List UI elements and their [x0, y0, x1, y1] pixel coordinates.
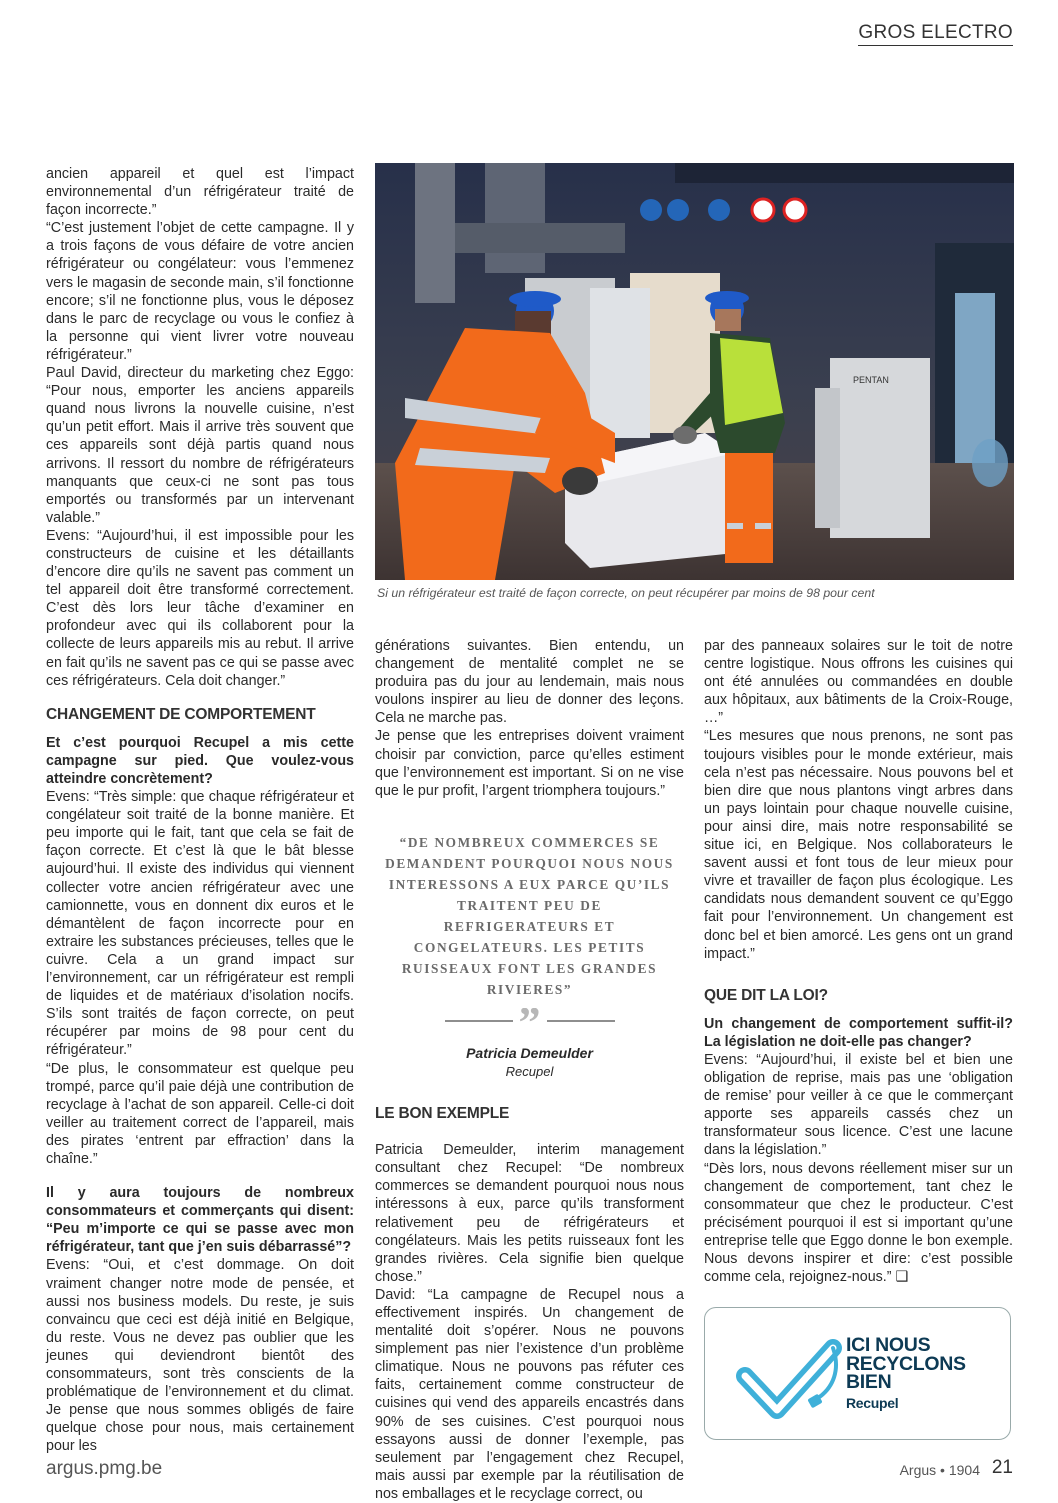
paragraph: “Dès lors, nous devons réellement miser sur un changement de comportement, tant chez le consommateur que chez le producteur. C’est précisément pourquoi il est si important qu’une entreprise telle que Eggo donne le bon exemple. Nous devons inspirer et dire: c’est possible comme cela, rejoignez-nous.” ❑	[704, 1160, 1013, 1286]
footer-website: argus.pmg.be	[46, 1458, 163, 1479]
footer-magazine-issue: Argus • 1904	[899, 1462, 980, 1478]
pull-quote-text: “DE NOMBREUX COMMERCES SE DEMANDENT POURQUOI NOUS NOUS INTERESSONS A EUX PARCE QU’ILS TRAITENT PEU DE REFRIGERATEURS ET CONGELATEURS. LES PETITS RUISSEAUX FONT LES GRANDES RIVIERES”	[385, 834, 674, 997]
paragraph: ancien appareil et quel est l’impact environnemental d’un réfrigérateur traité de façon incorrecte.”	[46, 166, 354, 219]
quote-mark-icon: ”	[518, 1007, 541, 1034]
divider	[445, 1020, 513, 1022]
article-photo	[375, 163, 1014, 580]
interview-question: Il y aura toujours de nombreux consommateurs et commerçants qui disent: “Peu m’importe ce qui se passe avec mon réfrigérateur, tant que j’en suis débarrassé”?	[46, 1185, 354, 1256]
paragraph: Je pense que les entreprises doivent vraiment choisir par conviction, parce qu’elles estiment que l’environnement est important. Si on ne vise que le pur profit, l’argent triomphera toujours.”	[375, 728, 684, 799]
paragraph: Evens: “Aujourd’hui, il est impossible pour les constructeurs de cuisine et les détaillants d’encore dire qu’ils ne savent pas comment un tel appareil doit être transformé correctement. C’est dès lors leur tâche d’examiner en profondeur avec qui ils collaborent pour la collecte de leurs appareils mis au rebut. Il arrive en fait qu’ils ne savent pas ce qui se passe avec ces réfrigérateurs. Cela doit changer.”	[46, 527, 354, 689]
fridge-brand-label: PENTAN	[853, 375, 889, 385]
paragraph: Evens: “Aujourd’hui, il existe bel et bien une obligation de reprise, mais pas une ‘obligation de remise’ pour veiller à ce que le commerçant apporte ses appareils cassés chez un transformateur sous licence. C’est une lacune dans la législation.”	[704, 1051, 1013, 1159]
paragraph: “Les mesures que nous prenons, ne sont pas toujours visibles pour le monde extérieur, mais cela n’est pas nécessaire. Nous pouvons bel et bien dire que nous plantons vingt arbres dans un pays lointain pour chaque nouvelle cuisine, pour ainsi dire, mais notre responsabilité se situe ici, en Belgique. Nos collaborateurs le savent aussi et font tous de leur mieux pour vivre et travailler de façon plus écologique. Les candidats nous demandent souvent ce qu’Eggo fait pour l’environnement. Un changement est donc bel et bien amorcé. Les gens ont un grand impact.”	[704, 728, 1013, 962]
article-column-3	[704, 637, 1013, 1286]
paragraph: “De plus, le consommateur est quelque peu trompé, parce qu’il paie déjà une contribution de recyclage à l’achat de son appareil. Celle-ci doit veiller au traitement correct de l’appareil, mais des pirates ‘entrent par effraction’ dans la chaîne.”	[46, 1060, 354, 1167]
paragraph: Patricia Demeulder, interim management consultant chez Recupel: “De nombreux commerces se demandent pourquoi nous nous intéressons à eux, parce qu’ils transforment relativement peu de réfrigérateurs et congélateurs. Mais les petits ruisseaux font les grandes rivières. Cela signifie bien quelque chose.”	[375, 1142, 684, 1285]
logo-line: ICI NOUS	[846, 1334, 931, 1356]
recycling-workers-photo	[375, 163, 1014, 580]
section-heading: LE BON EXEMPLE	[375, 1105, 510, 1123]
paragraph: Evens: “Très simple: que chaque réfrigérateur et congélateur soit traité de la bonne manière. Et peu importe qui le fait, tant que cela se fait de façon correcte. Et c’est là que le bât blesse aujourd’hui. Il existe des individus qui viennent collecter votre ancien réfrigérateur avec une camionnette, vous en donnent dix euros et le démantèlent de façon incorrecte pour en extraire les substances précieuses, telles que le cuivre. Cela a un grand impact sur l’environnement, car un réfrigérateur est rempli de liquides et de matériaux d’isolation nocifs. S’ils sont traités de façon correcte, on peut récupérer par moins de 98 pour cent du réfrigérateur.”	[46, 789, 354, 1059]
photo-caption: Si un réfrigérateur est traité de façon correcte, on peut récupérer par moins de 98 pour cent	[377, 586, 875, 600]
logo-brand: Recupel	[846, 1394, 899, 1411]
paragraph: Paul David, directeur du marketing chez Eggo: “Pour nous, emporter les anciens appareils quand nous livrons la nouvelle cuisine, n’est qu’un petit effort. Mais il arrive très souvent que ces appareils sont déjà partis quand nous arrivons. Il ressort du nombre de réfrigérateurs manquants que ceux-ci ne sont pas tous emportés ou transformés par un intervenant valable.”	[46, 365, 354, 526]
pull-quote-author: Patricia Demeulder	[466, 1044, 593, 1061]
section-heading: QUE DIT LA LOI?	[704, 986, 828, 1004]
article-column-2	[375, 637, 684, 1503]
paragraph: David: “La campagne de Recupel nous a effectivement inspirés. Un changement de mentalité doit s’opérer. Nous ne pouvons simplement pas nier l’existence d’un problème climatique. Nous ne pouvons pas réfuter ces faits, certainement comme constructeur de cuisines qui vend des appareils encastrés dans 90% de ses cuisines. C’est pourquoi nous essayons aussi de donner l’exemple, pas seulement par l’engagement chez Recupel, mais aussi par exemple par la réutilisation de nos emballages et le recyclage correct, ou	[375, 1286, 684, 1502]
paragraph: Evens: “Oui, et c’est dommage. On doit vraiment changer notre mode de pensée, et aussi nos business models. Du reste, je suis convaincu que ceci est déjà initié en Belgique, du reste. Vous ne devez pas oublier que les jeunes qui deviendront bientôt des consommateurs, sont très conscients de la problématique de l’environnement et du climat. Je pense que nous sommes obligés de faire quelque chose pour nous, mais certainement pour les	[46, 1257, 354, 1455]
recupel-logo-text	[846, 1336, 966, 1412]
page-number: 21	[991, 1457, 1013, 1478]
section-header: GROS ELECTRO	[858, 22, 1013, 46]
pull-quote-ornament	[375, 1008, 684, 1034]
pull-quote-organisation: Recupel	[505, 1063, 554, 1079]
article-column-1	[46, 165, 354, 1455]
interview-question: Et c’est pourquoi Recupel a mis cette campagne sur pied. Que voulez-vous atteindre concrètement?	[46, 734, 354, 787]
divider	[547, 1020, 615, 1022]
paragraph: “C’est justement l’objet de cette campagne. Il y a trois façons de vous défaire de votre ancien réfrigérateur ou congélateur: vous l’emmenez vers le magasin de seconde main, s’il fonctionne encore; s’il ne fonctionne plus, vous le déposez dans le parc de recyclage ou vous le confiez à la personne qui vient livrer votre nouveau réfrigérateur.”	[46, 220, 354, 363]
interview-question: Un changement de comportement suffit-il? La législation ne doit-elle pas changer?	[704, 1015, 1013, 1050]
pull-quote	[375, 832, 684, 1081]
paragraph: générations suivantes. Bien entendu, un changement de mentalité complet ne se produira pas du jour au lendemain, mais nous voulons inspirer au lieu de donner des leçons. Cela ne marche pas.	[375, 638, 684, 727]
section-heading: CHANGEMENT DE COMPORTEMENT	[46, 705, 316, 723]
logo-line: BIEN	[846, 1371, 892, 1393]
paragraph: par des panneaux solaires sur le toit de notre centre logistique. Nous offrons les cuisines qui ont été annulées ou commandées en double aux hôpitaux, aux bâtiments de la Croix-Rouge, …”	[704, 638, 1013, 727]
logo-line: RECYCLONS	[846, 1352, 966, 1375]
